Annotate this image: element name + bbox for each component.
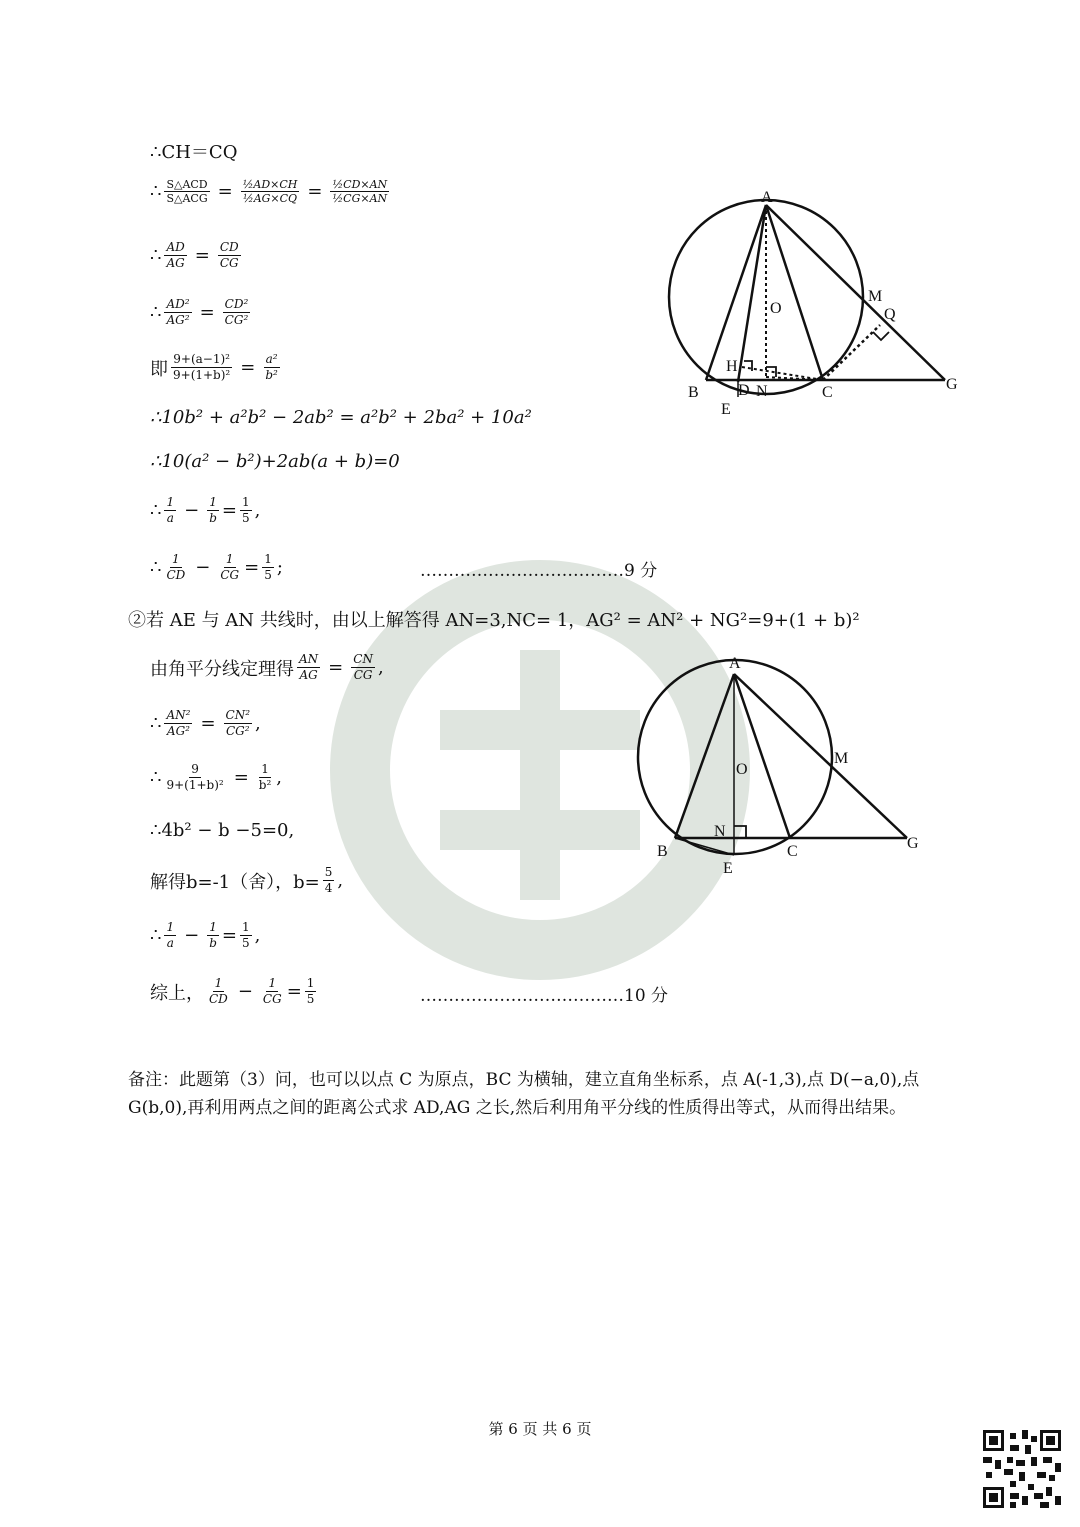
svg-text:H: H — [726, 358, 738, 375]
line-conclusion: 综上， $\frac{1}{CD}$ − $\frac{1}{CG}$ = $\frac{1}{5}$ — [150, 976, 315, 1006]
svg-text:A: A — [761, 189, 773, 206]
svg-text:G: G — [946, 376, 958, 393]
line-ch-cq: ∴CH＝CQ — [150, 142, 238, 163]
svg-text:G: G — [907, 835, 919, 852]
score-9: ………………………………9 分 — [420, 561, 658, 581]
line-recip-ab: ∴ $\frac{1}{a}$ − $\frac{1}{b}$ = $\frac{1}{5}$ , — [150, 495, 261, 525]
svg-text:B: B — [688, 384, 699, 401]
svg-text:C: C — [822, 384, 833, 401]
circle-o-2 — [638, 660, 832, 854]
line-ad-ag: ∴ $\frac{AD}{AG}$ = $\frac{CD}{CG}$ — [150, 240, 239, 270]
line-9-ratio: ∴ $\frac{9}{\text{9+(1+b)²}}$ = $\frac{1}{\text{b²}}$ , — [150, 762, 283, 792]
svg-text:A: A — [729, 655, 741, 672]
line-an2-ag2: ∴ $\frac{\text{AN²}}{\text{AG²}}$ = $\frac{\text{CN²}}{\text{CG²}}$ , — [150, 708, 261, 738]
geometry-figure-1 — [660, 185, 970, 425]
svg-text:E: E — [721, 401, 731, 418]
svg-text:Q: Q — [884, 306, 896, 323]
line-factor: ∴10(a² − b²)+2ab(a + b)=0 — [150, 451, 400, 472]
line-area-ratio: ∴ $\frac{\text{S△ACD}}{\text{S△ACG}}$ = $\frac{\text{½AD×CH}}{\text{½AG×CQ}}$ = $\frac{\text{½CD×AN}}{\text{½CG×AN}}$ — [150, 178, 388, 205]
line-solve-b: 解得b=-1（舍），b= $\frac{5}{4}$ , — [150, 865, 344, 895]
line-quadratic: ∴4b² − b −5=0, — [150, 820, 295, 841]
svg-text:M: M — [868, 288, 883, 305]
line-recip-cd-cg: ∴ $\frac{1}{CD}$ − $\frac{1}{CG}$ = $\frac{1}{5}$ ; — [150, 552, 283, 582]
svg-text:N: N — [714, 823, 726, 840]
qr-code-icon — [983, 1430, 1061, 1508]
svg-text:D: D — [738, 382, 750, 399]
score-10: ………………………………10 分 — [420, 986, 669, 1006]
line-recip-ab-2: ∴ $\frac{1}{a}$ − $\frac{1}{b}$ = $\frac{1}{5}$ , — [150, 920, 261, 950]
line-case-2: ②若 AE 与 AN 共线时，由以上解答得 AN=3,NC= 1，AG² = AN² + NG²=9+(1 + b)² — [128, 610, 860, 631]
svg-text:C: C — [787, 843, 798, 860]
svg-text:N: N — [756, 383, 768, 400]
svg-text:O: O — [770, 300, 782, 317]
svg-text:O: O — [736, 761, 748, 778]
svg-text:E: E — [723, 860, 733, 877]
svg-text:M: M — [834, 750, 849, 767]
svg-text:B: B — [657, 843, 668, 860]
line-expand: ∴10b² + a²b² − 2ab² = a²b² + 2ba² + 10a² — [150, 407, 532, 428]
page-footer: 第 6 页 共 6 页 — [488, 1420, 592, 1438]
line-substituted: 即 $\frac{\text{9+(a−1)²}}{\text{9+(1+b)²}}$ = $\frac{\text{a²}}{\text{b²}}$ — [150, 352, 278, 382]
note-paragraph: 备注：此题第（3）问，也可以以点 C 为原点，BC 为横轴，建立直角坐标系，点 A(-1,3),点 D(−a,0),点 G(b,0),再利用两点之间的距离公式求 AD,AG 之长,然后利用角平分线的性质得出等式，从而得出结果。 — [128, 1070, 920, 1118]
line-ad2-ag2: ∴ $\frac{\text{AD²}}{\text{AG²}}$ = $\frac{\text{CD²}}{\text{CG²}}$ — [150, 297, 249, 327]
geometry-figure-2 — [630, 650, 930, 890]
line-bisector: 由角平分线定理得 $\frac{AN}{AG}$ = $\frac{CN}{CG}$ , — [150, 652, 384, 682]
